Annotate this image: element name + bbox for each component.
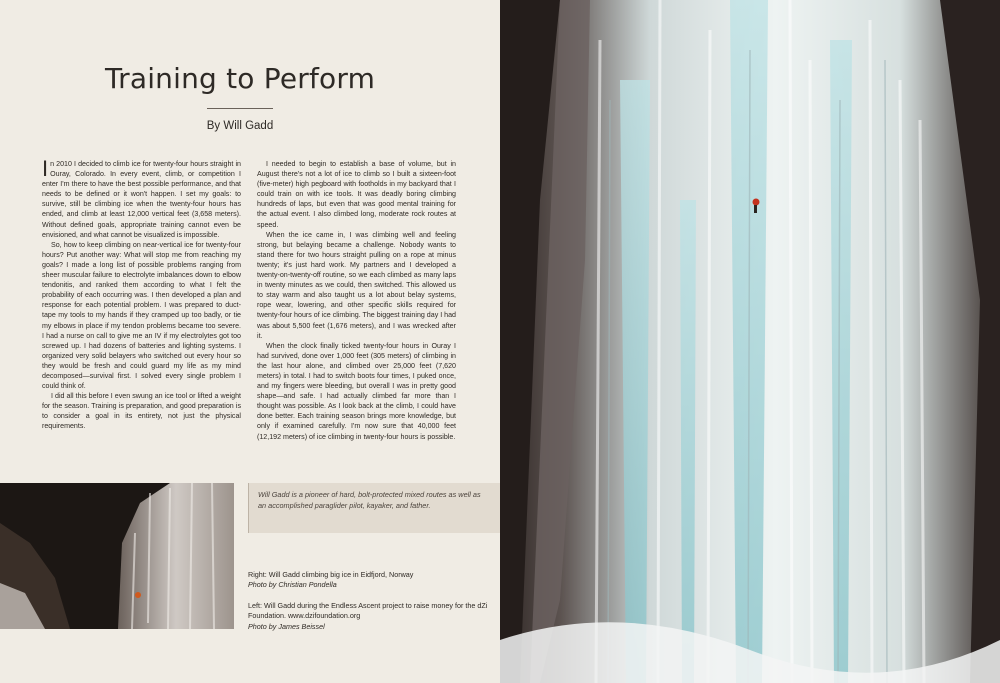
caption-right-photo (248, 570, 488, 591)
body-column-1 (42, 156, 241, 432)
caption-left-photo (248, 601, 488, 632)
paragraph: In 2010 I decided to climb ice for twenty-four hours straight in Ouray, Colorado. In every event, climb, or competition I enter I'm there to have the best possible performance, and that needs to be defined or it won't happen. I set my goals: to survive, still be climbing ice when the twenty-four hours has ended, and climb at least 12,000 vertical feet (3,658 meters). Without defined goals, appropriate training cannot even be envisioned, and what cannot be visualized is impossible. (42, 156, 241, 239)
caption-text: Right: Will Gadd climbing big ice in Eidfjord, Norway (248, 570, 414, 579)
photo-credit: Photo by Christian Pondella (248, 580, 337, 590)
author-bio: Will Gadd is a pioneer of hard, bolt-protected mixed routes as well as an accomplished paraglider pilot, kayaker, and father. (258, 490, 481, 510)
photo-illustration (0, 483, 234, 629)
ice-waterfall-photo-large (500, 0, 1000, 683)
article-title: Training to Perform (104, 62, 376, 95)
drop-cap: I (42, 156, 49, 181)
paragraph: When the ice came in, I was climbing well and feeling strong, but belaying became a challenge. Nobody wants to stand there for two hours straight pulling on a rope at minus twenty; it's just hard work. My partners and I developed a twenty-on-twenty-off routine, so we each climbed as many laps in twenty minutes as we could, then switched. This allowed us to stay warm and also taught us a lot about belay systems, rope wear, lowering, and other specific skills required for twenty-four hours of ice climbing. The biggest training day I had was about 5,500 feet (1,676 meters), and I was wrecked after it. (257, 230, 456, 340)
photo-illustration (500, 0, 1000, 683)
paragraph: I did all this before I even swung an ice tool or lifted a weight for the season. Training is preparation, and good preparation is to consider a goal in its entirety, not just the physical requirements. (42, 392, 241, 431)
title-divider (207, 108, 273, 109)
paragraph: I needed to begin to establish a base of volume, but in August there's not a lot of ice to climb so I built a sixteen-foot (five-meter) high pegboard with footholds in my backyard that I could train on with ice tools. It was deadly boring climbing hundreds of laps, but even that was good mental training for the actual event. I also climbed long, moderate rock routes at speed. (257, 160, 456, 229)
paragraph: So, how to keep climbing on near-vertical ice for twenty-four hours? Put another way: What will stop me from reaching my goals? I made a long list of possible problems ranging from sheer muscular failure to electrolyte imbalances down to elbow tendonitis, and ranked them according to what I felt the probability of each occurring was. I then developed a plan and response for each potential problem. I was prepared to duct-tape my tools to my hands if they cramped up too badly, or tie my elbows in place if my tendon problems became too severe. I had a nurse on call to give me an IV if my electrolytes got too screwed up. I had dozens of batteries and lighting systems. I organized very solid belayers who switched out every hour so they would be fresh and could guard my life as my mind decomposed—survival first. I solved every single problem I could think of. (42, 240, 241, 391)
byline: By Will Gadd (206, 120, 274, 132)
body-column-2 (257, 159, 456, 442)
ice-climbing-photo-small (0, 483, 234, 629)
paragraph: When the clock finally ticked twenty-four hours in Ouray I had survived, done over 1,000 feet (305 meters) of climbing in the last hour alone, and climbed over 25,000 feet (7,620 meters) in total. I had to switch boots four times, I puked once, and my fingers were bleeding, but overall I was in pretty good shape—and safe. I had actually climbed far more than I thought was possible. As I look back at the climb, I could have done better. Each training season brings more knowledge, but only if examined carefully. I'm now sure that 40,000 feet (12,192 meters) of ice climbing in twenty-four hours is possible. (257, 341, 456, 441)
photo-credit: Photo by James Beissel (248, 621, 325, 631)
caption-text: Left: Will Gadd during the Endless Ascent project to raise money for the dZi Foundation. www.dzifoundation.org (248, 601, 488, 621)
